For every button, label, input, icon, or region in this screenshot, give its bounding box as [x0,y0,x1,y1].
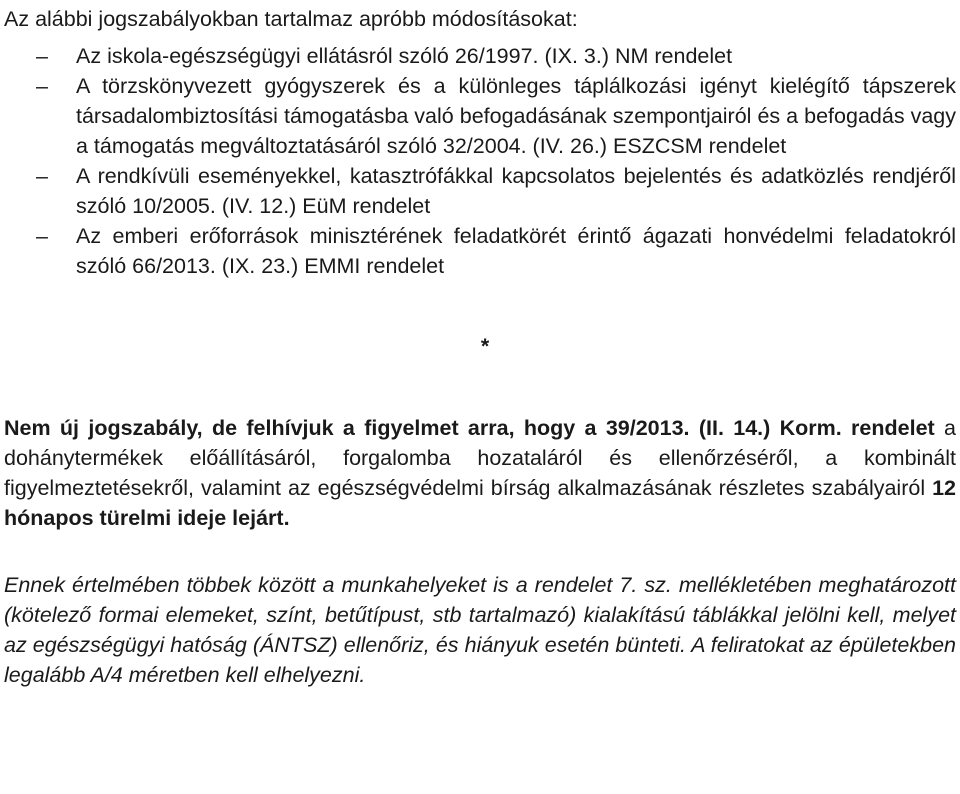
amendment-text: Az emberi erőforrások minisztérének feladatkörét érintő ágazati honvédelmi feladatokról szóló 66/2013. (IX. 23.) EMMI rendelet [76,224,956,278]
notice-bold-lead: Nem új jogszabály, de felhívjuk a figyelmet arra, hogy a 39/2013. (II. 14.) Korm. rendelet [4,416,935,440]
list-item [4,161,956,221]
dash-bullet: – [36,74,48,98]
dash-bullet: – [36,164,48,188]
intro-paragraph: Az alábbi jogszabályokban tartalmaz apróbb módosításokat: [4,7,578,31]
notice-paragraph [4,413,956,533]
list-item [4,71,956,161]
section-separator: * [480,334,490,358]
notice-bold-tail: 12 hónapos türelmi ideje lejárt. [4,476,956,530]
amendment-text: A törzskönyvezett gyógyszerek és a különleges táplálkozási igényt kielégítő tápszerek társadalombiztosítási támogatásba való befogadásának szempontjairól és a befogadás vagy a támogatás megváltoztatásáról szóló 32/2004. (IV. 26.) ESZCSM rendelet [76,74,956,158]
amendment-text: Az iskola-egészségügyi ellátásról szóló 26/1997. (IX. 3.) NM rendelet [76,44,733,68]
dash-bullet: – [36,224,48,248]
list-item [4,41,956,71]
list-item [4,221,956,281]
dash-bullet: – [36,44,48,68]
conclusion-paragraph: Ennek értelmében többek között a munkahelyeket is a rendelet 7. sz. mellékletében meghatározott (kötelező formai elemeket, színt, betűtípust, stb tartalmazó) kialakítású táblákkal jelölni kell, melyet az egészségügyi hatóság (ÁNTSZ) ellenőriz, és hiányuk esetén bünteti. A feliratokat az épületekben legalább A/4 méretben kell elhelyezni. [4,573,956,687]
amendment-text: A rendkívüli eseményekkel, katasztrófákkal kapcsolatos bejelentés és adatközlés rendjéről szóló 10/2005. (IV. 12.) EüM rendelet [76,164,956,218]
amendment-list [4,41,956,281]
notice-body: a dohánytermékek előállításáról, forgalomba hozataláról és ellenőrzéséről, a kombinált figyelmeztetésekről, valamint az egészségvédelmi bírság alkalmazásának részletes szabályairól [4,416,956,500]
